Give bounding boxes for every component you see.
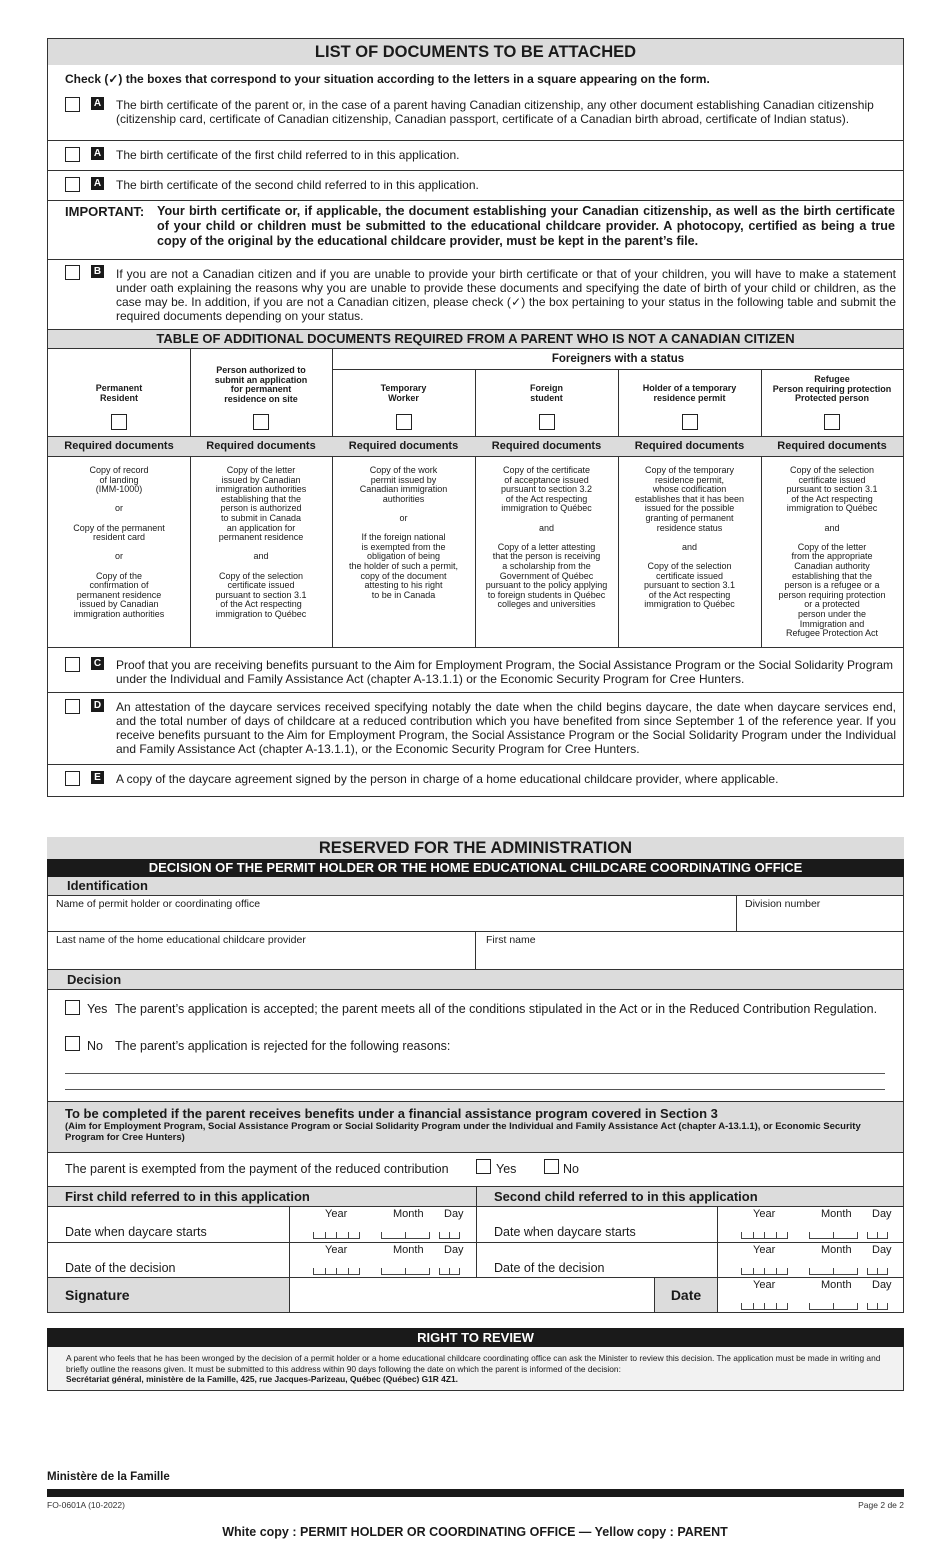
admin-subtitle: DECISION OF THE PERMIT HOLDER OR THE HOME EDUCATIONAL CHILDCARE COORDINATING OFFICE — [47, 859, 904, 877]
letter-a-icon: A — [91, 97, 104, 110]
page-number: Page 2 de 2 — [858, 1500, 904, 1510]
year-tick — [741, 1268, 742, 1275]
day-tick — [459, 1232, 460, 1239]
month-tick — [857, 1303, 858, 1310]
year-tick — [764, 1232, 765, 1239]
column-header-3: Foreign student — [530, 383, 563, 403]
day-tick — [867, 1303, 868, 1310]
item-d-text: An attestation of the daycare services received specifying notably the date when the child begins daycare, the date when daycare services end, and the total number of days of childcare at a reduced contribution which you have benefited from since September 1 of the reference year. If you receive benefits pursuant to the Aim for Employment Program, the Social Assistance Program or the Social Solidarity Program under the Individual and Family Assistance Act (chapter A-13.1.1), or the Economic Security Program for Cree Hunters. — [116, 700, 896, 756]
day-tick — [449, 1232, 450, 1239]
year-tick — [753, 1303, 754, 1310]
division-number-field[interactable]: Division number — [745, 898, 821, 910]
year-tick — [325, 1232, 326, 1239]
exempt-no-label: No — [563, 1162, 579, 1176]
month-tick — [833, 1232, 834, 1239]
letter-a-icon: A — [91, 147, 104, 160]
year-label: Year — [753, 1244, 776, 1256]
year-label: Year — [325, 1208, 348, 1220]
year-tick — [787, 1268, 788, 1275]
month-tick — [405, 1268, 406, 1275]
foreigners-header: Foreigners with a status — [551, 353, 685, 365]
year-tick — [325, 1268, 326, 1275]
decision-yes-text: The parent’s application is accepted; the parent meets all of the conditions stipulated in the Act or in the Reduced Contribution Regulation. — [115, 1002, 878, 1016]
second-child-daycare-start-label: Date when daycare starts — [494, 1225, 636, 1239]
month-label: Month — [393, 1244, 424, 1256]
day-tick — [867, 1268, 868, 1275]
month-tick — [429, 1232, 430, 1239]
year-tick — [753, 1232, 754, 1239]
first-child-daycare-start-label: Date when daycare starts — [65, 1225, 207, 1239]
month-tick — [381, 1232, 382, 1239]
day-label: Day — [444, 1208, 464, 1220]
form-code: FO-0601A (10-2022) — [47, 1500, 125, 1510]
month-tick — [809, 1268, 810, 1275]
item-c-text: Proof that you are receiving benefits pursuant to the Aim for Employment Program, the Social Assistance Program or the Social Solidarity Program under the Individual and Family Assistance Act (chapter A-13.1.1) or the Economic Security Program for Cree Hunters. — [116, 658, 894, 686]
financial-subtitle: (Aim for Employment Program, Social Assistance Program or Social Solidarity Program under the Individual and Family Assistance Act (chapter A-13.1.1), or Economic Security Program for Cree Hunters) — [65, 1121, 861, 1143]
required-documents-text-1: Copy of the letter issued by Canadian immigration authorities establishing that the person is authorized to submit in Canada an application for permanent residence and Copy of the selection certificate issued pursuant to section 3.1 of the Act respecting immigration to Québec — [215, 465, 307, 619]
year-tick — [776, 1232, 777, 1239]
day-tick — [877, 1303, 878, 1310]
required-documents-text-3: Copy of the certificate of acceptance issued pursuant to section 3.2 of the Act respecting immigration to Québec and Copy of a letter attesting that the person is receiving a scholarship from the Government of Québec pursuant to the policy applying to foreign students in Québec colleges and universities — [485, 465, 608, 610]
status-checkbox-4[interactable] — [682, 414, 698, 430]
exempt-yes-checkbox[interactable] — [476, 1159, 491, 1174]
year-tick — [336, 1232, 337, 1239]
item-e-text: A copy of the daycare agreement signed by the person in charge of a home educational childcare provider, where applicable. — [116, 772, 779, 786]
provider-last-name-field[interactable]: Last name of the home educational childcare provider — [56, 934, 306, 946]
signature-field[interactable] — [290, 1278, 654, 1312]
checkbox-c[interactable] — [65, 657, 80, 672]
month-label: Month — [393, 1208, 424, 1220]
year-tick — [776, 1268, 777, 1275]
checkbox-a2[interactable] — [65, 147, 80, 162]
column-header-1: Person authorized to submit an application for permanent residence on site — [214, 365, 308, 404]
table-title: TABLE OF ADDITIONAL DOCUMENTS REQUIRED FROM A PARENT WHO IS NOT A CANADIAN CITIZEN — [48, 330, 903, 348]
required-documents-text-2: Copy of the work permit issued by Canadian immigration authorities or If the foreign national is exempted from the obligation of being the holder of such a permit, copy of the document attesting to his right to be in Canada — [348, 465, 459, 600]
status-checkbox-2[interactable] — [396, 414, 412, 430]
year-tick — [753, 1268, 754, 1275]
letter-c-icon: C — [91, 657, 104, 670]
day-tick — [439, 1268, 440, 1275]
year-tick — [776, 1303, 777, 1310]
month-label: Month — [821, 1244, 852, 1256]
identification-header: Identification — [48, 877, 903, 895]
decision-no-label: No — [87, 1039, 103, 1053]
required-documents-label: Required documents — [332, 437, 475, 456]
status-checkbox-5[interactable] — [824, 414, 840, 430]
month-tick — [405, 1232, 406, 1239]
first-child-decision-date-label: Date of the decision — [65, 1261, 176, 1275]
required-documents-text-0: Copy of record of landing (IMM-1000) or Copy of the permanent resident card or Copy of the confirmation of permanent residence issued by Canadian immigration authorities — [73, 465, 165, 619]
checkbox-a1[interactable] — [65, 97, 80, 112]
month-tick — [429, 1268, 430, 1275]
letter-a-icon: A — [91, 177, 104, 190]
required-documents-label: Required documents — [48, 437, 190, 456]
letter-d-icon: D — [91, 699, 104, 712]
year-tick — [764, 1268, 765, 1275]
day-tick — [887, 1232, 888, 1239]
important-text: Your birth certificate or, if applicable, the document establishing your Canadian citizenship, as well as the birth certificate of your child or children must be submitted to the educational childcare provider. A photocopy, certified as being a true copy of the original by the educational childcare provider, must be kept in the parent’s file. — [157, 204, 895, 248]
day-tick — [439, 1232, 440, 1239]
decision-header: Decision — [48, 970, 903, 989]
day-tick — [877, 1232, 878, 1239]
required-documents-label: Required documents — [618, 437, 761, 456]
first-name-field[interactable]: First name — [486, 934, 536, 946]
second-child-decision-date-label: Date of the decision — [494, 1261, 605, 1275]
review-title: RIGHT TO REVIEW — [47, 1328, 904, 1347]
year-tick — [336, 1268, 337, 1275]
exempt-text: The parent is exempted from the payment of the reduced contribution — [65, 1162, 449, 1176]
year-label: Year — [753, 1279, 776, 1291]
required-documents-label: Required documents — [475, 437, 618, 456]
month-tick — [809, 1232, 810, 1239]
column-header-0: Permanent Resident — [95, 383, 143, 403]
day-tick — [887, 1268, 888, 1275]
year-tick — [359, 1232, 360, 1239]
year-label: Year — [753, 1208, 776, 1220]
status-checkbox-1[interactable] — [253, 414, 269, 430]
year-label: Year — [325, 1244, 348, 1256]
documents-title-bar — [48, 39, 903, 65]
year-tick — [348, 1268, 349, 1275]
ministry-name: Ministère de la Famille — [47, 1471, 170, 1483]
month-tick — [381, 1268, 382, 1275]
reason-line-2[interactable] — [65, 1089, 885, 1090]
decision-yes-label: Yes — [87, 1002, 108, 1016]
item-a2-text: The birth certificate of the first child referred to in this application. — [116, 148, 460, 162]
year-tick — [787, 1303, 788, 1310]
first-child-header: First child referred to in this application — [65, 1189, 310, 1204]
year-tick — [359, 1268, 360, 1275]
date-label-cell: Date — [655, 1278, 717, 1312]
decision-yes-checkbox[interactable] — [65, 1000, 80, 1015]
month-tick — [833, 1268, 834, 1275]
financial-title: To be completed if the parent receives benefits under a financial assistance program covered in Section 3 — [65, 1106, 718, 1121]
year-tick — [348, 1232, 349, 1239]
month-tick — [857, 1268, 858, 1275]
item-a3-text: The birth certificate of the second child referred to in this application. — [116, 178, 479, 192]
decision-no-checkbox[interactable] — [65, 1036, 80, 1051]
letter-b-icon: B — [91, 265, 104, 278]
year-tick — [741, 1232, 742, 1239]
month-tick — [857, 1232, 858, 1239]
letter-e-icon: E — [91, 771, 104, 784]
signature-label-cell: Signature — [48, 1278, 289, 1312]
year-tick — [764, 1303, 765, 1310]
footer-bar — [47, 1489, 904, 1497]
important-label: IMPORTANT: — [65, 204, 145, 219]
column-header-4: Holder of a temporary residence permit — [642, 383, 737, 403]
checkbox-e[interactable] — [65, 771, 80, 786]
checkbox-d[interactable] — [65, 699, 80, 714]
year-tick — [313, 1232, 314, 1239]
review-text: A parent who feels that he has been wronged by the decision of a permit holder or a home educational childcare coordinating office can ask the Minister to review this decision. The application must be made in writing and briefly outline the reasons given. It must be submitted to this address within 90 days following the date on which the parent is informed of the decision: — [66, 1353, 881, 1374]
month-label: Month — [821, 1279, 852, 1291]
review-address: Secrétariat général, ministère de la Famille, 425, rue Jacques-Parizeau, Québec (Québec) G1R 4Z1. — [66, 1374, 458, 1384]
second-child-header: Second child referred to in this application — [494, 1189, 758, 1204]
day-tick — [459, 1268, 460, 1275]
day-tick — [867, 1232, 868, 1239]
permit-holder-field[interactable]: Name of permit holder or coordinating office — [56, 898, 261, 910]
month-tick — [833, 1303, 834, 1310]
year-tick — [741, 1303, 742, 1310]
status-checkbox-3[interactable] — [539, 414, 555, 430]
documents-title: LIST OF DOCUMENTS TO BE ATTACHED — [314, 43, 637, 61]
year-tick — [787, 1232, 788, 1239]
item-a1-text: The birth certificate of the parent or, in the case of a parent having Canadian citizenship, any other document establishing Canadian citizenship (citizenship card, certificate of Canadian citizenship, Canadian passport, certificate of a Canadian birth abroad, certificate of Indian status). — [116, 98, 874, 126]
checkbox-a3[interactable] — [65, 177, 80, 192]
reason-line-1[interactable] — [65, 1073, 885, 1074]
column-header-2: Temporary Worker — [380, 383, 427, 403]
instruction: Check (✓) the boxes that correspond to your situation according to the letters in a square appearing on the form. — [65, 72, 710, 86]
checkbox-b[interactable] — [65, 265, 80, 280]
decision-no-text: The parent’s application is rejected for the following reasons: — [115, 1039, 451, 1053]
day-label: Day — [872, 1208, 892, 1220]
required-documents-label: Required documents — [190, 437, 332, 456]
admin-title: RESERVED FOR THE ADMINISTRATION — [47, 837, 904, 859]
day-tick — [877, 1268, 878, 1275]
required-documents-label: Required documents — [761, 437, 903, 456]
day-label: Day — [444, 1244, 464, 1256]
day-tick — [887, 1303, 888, 1310]
item-b-text: If you are not a Canadian citizen and if you are unable to provide your birth certificate or that of your children, you will have to make a statement under oath explaining the reasons why you are unable to provide these documents and specifying the date of birth of your child or children, as the case may be. In addition, if you are not a Canadian citizen, please check (✓) the box pertaining to your status in the following table and submit the required documents depending on your status. — [116, 267, 896, 323]
day-label: Day — [872, 1244, 892, 1256]
copies-note: White copy : PERMIT HOLDER OR COORDINATING OFFICE — Yellow copy : PARENT — [222, 1525, 728, 1539]
required-documents-text-4: Copy of the temporary residence permit, whose codification establishes that it has been issued for the possible granting of permanent residence status and Copy of the selection certificate issued pursuant to section 3.1 of the Act respecting immigration to Québec — [634, 465, 745, 610]
status-checkbox-0[interactable] — [111, 414, 127, 430]
month-tick — [809, 1303, 810, 1310]
year-tick — [313, 1268, 314, 1275]
column-header-5: Refugee Person requiring protection Protected person — [772, 374, 892, 403]
day-tick — [449, 1268, 450, 1275]
day-label: Day — [872, 1279, 892, 1291]
required-documents-text-5: Copy of the selection certificate issued pursuant to section 3.1 of the Act respecting immigration to Québec and Copy of the letter from the appropriate Canadian authority establishing that the person is a refugee or a person requiring protection or a protected person under the Immigration and Refugee Protection Act — [778, 465, 886, 639]
exempt-yes-label: Yes — [496, 1162, 517, 1176]
exempt-no-checkbox[interactable] — [544, 1159, 559, 1174]
month-label: Month — [821, 1208, 852, 1220]
